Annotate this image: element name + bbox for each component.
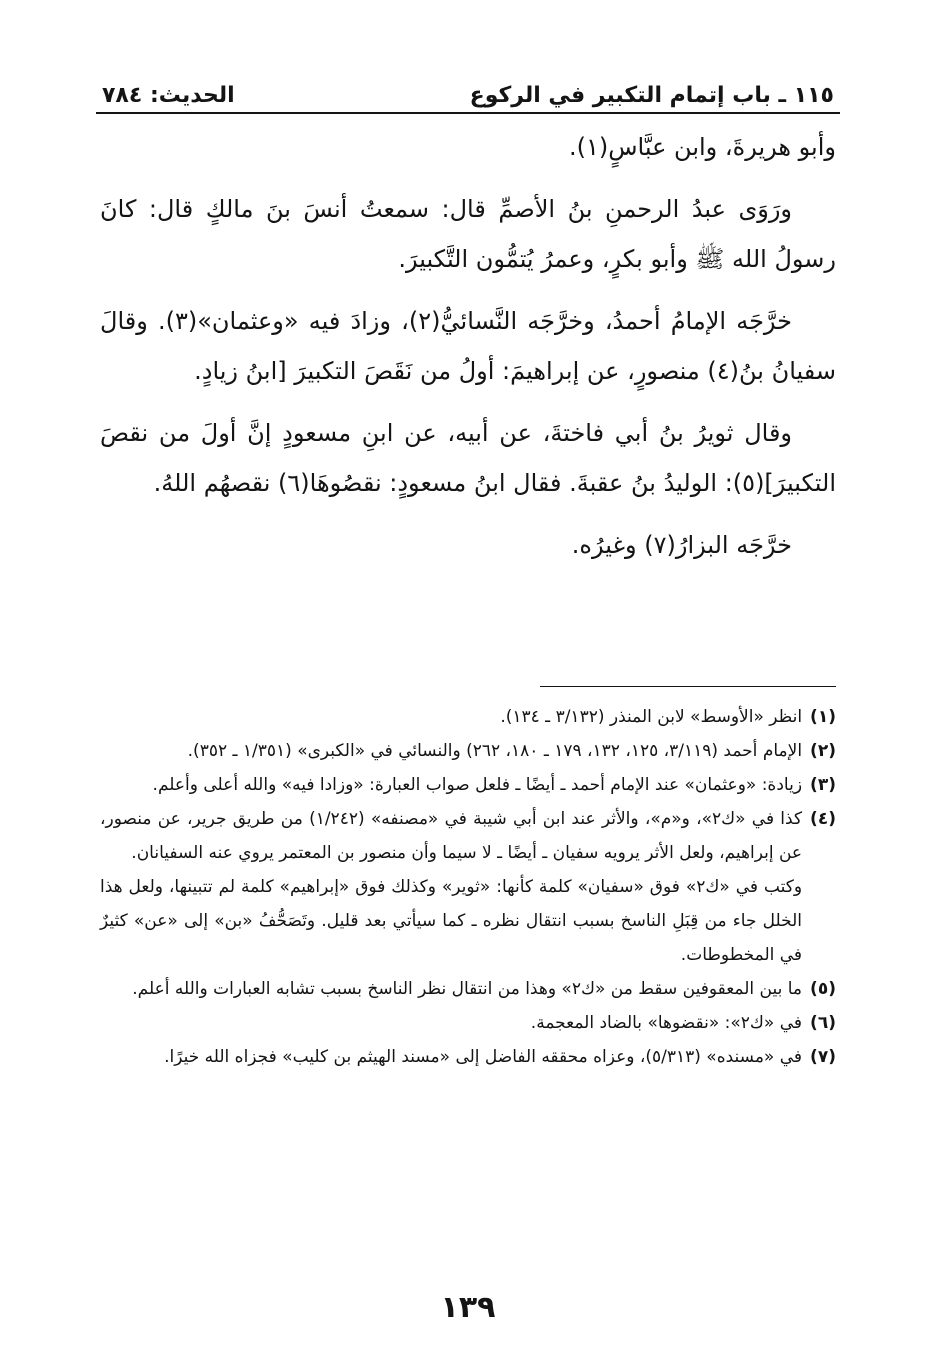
main-text [100,122,836,582]
footnotes [100,700,836,1074]
paragraph: ورَوَى عبدُ الرحمنِ بنُ الأصمِّ قال: سمعتُ أنسَ بنَ مالكٍ قال: كانَ رسولُ الله ﷺ وأبو بكرٍ، وعمرُ يُتمُّون التَّكبيرَ. [100,195,836,273]
footnote-4 [100,802,836,972]
footnote-2 [100,734,836,768]
running-header [96,72,840,108]
footnote-1 [100,700,836,734]
footnote-number: (١) [810,707,836,727]
footnote-text: ما بين المعقوفين سقط من «ك٢» وهذا من انتقال نظر الناسخ بسبب تشابه العبارات والله أعلم. [132,979,803,999]
paragraph: وأبو هريرةَ، وابن عبَّاسٍ(١). [569,133,836,161]
footnote-separator [540,686,836,687]
footnote-5 [100,972,836,1006]
paragraph: وقال ثويرُ بنُ أبي فاختةَ، عن أبيه، عن ابنِ مسعودٍ إنَّ أولَ من نقصَ التكبيرَ](٥): الوليدُ بنُ عقبةَ. فقال ابنُ مسعودٍ: نقصُوهَا(٦) نقصهُم اللهُ. [100,419,836,497]
footnote-text: انظر «الأوسط» لابن المنذر (٣/١٣٢ ـ ١٣٤). [500,707,803,727]
footnote-number: (٦) [810,1013,836,1033]
page-number: ١٣٩ [440,1290,496,1325]
hadith-number: الحديث: ٧٨٤ [102,83,235,108]
footnote-text: الإمام أحمد (٣/١١٩، ١٢٥، ١٣٢، ١٧٩ ـ ١٨٠، ٢٦٢) والنسائي في «الكبرى» (١/٣٥١ ـ ٣٥٢). [187,741,803,761]
footnote-6 [100,1006,836,1040]
footnote-number: (٧) [810,1047,836,1067]
footnote-7 [100,1040,836,1074]
footnote-number: (٥) [810,979,836,999]
chapter-title: ١١٥ ـ باب إتمام التكبير في الركوع [469,83,834,108]
header-rule [96,112,840,114]
footnote-text: كذا في «ك٢»، و«م»، والأثر عند ابن أبي شيبة في «مصنفه» (١/٢٤٢) من طريق جرير، عن منصور، عن إبراهيم، ولعل الأثر يرويه سفيان ـ أيضًا ـ لا سيما وأن منصور بن المعتمر يروي عنه السفيانان. [100,809,803,863]
paragraph: خرَّجَه البزارُ(٧) وغيرُه. [571,531,792,559]
footnote-text: زيادة: «وعثمان» عند الإمام أحمد ـ أيضًا ـ فلعل صواب العبارة: «وزادا فيه» والله أعلى وأعلم. [152,775,803,795]
footnote-number: (٤) [810,809,836,829]
footnote-number: (٢) [810,741,836,761]
paragraph: خرَّجَه الإمامُ أحمدُ، وخرَّجَه النَّسائيُّ(٢)، وزادَ فيه «وعثمان»(٣). وقالَ سفيانُ بنُ(٤) منصورٍ، عن إبراهيمَ: أولُ من نَقَصَ التكبيرَ [ابنُ زيادٍ. [100,307,836,385]
footnote-text: في «ك٢»: «نقضوها» بالضاد المعجمة. [530,1013,803,1033]
footnote-number: (٣) [810,775,836,795]
footnote-3 [100,768,836,802]
footnote-text: في «مسنده» (٥/٣١٣)، وعزاه محققه الفاضل إلى «مسند الهيثم بن كليب» فجزاه الله خيرًا. [164,1047,803,1067]
footnote-text: وكتب في «ك٢» فوق «سفيان» كلمة كأنها: «ثوير» وكذلك فوق «إبراهيم» كلمة لم تتبينها، ولعل هذا الخلل جاء من قِبَلِ الناسخ بسبب انتقال نظره ـ كما سيأتي بعد قليل. وتَصَحُّفُ «بن» إلى «عن» كثيرٌ في المخطوطات. [100,877,803,965]
